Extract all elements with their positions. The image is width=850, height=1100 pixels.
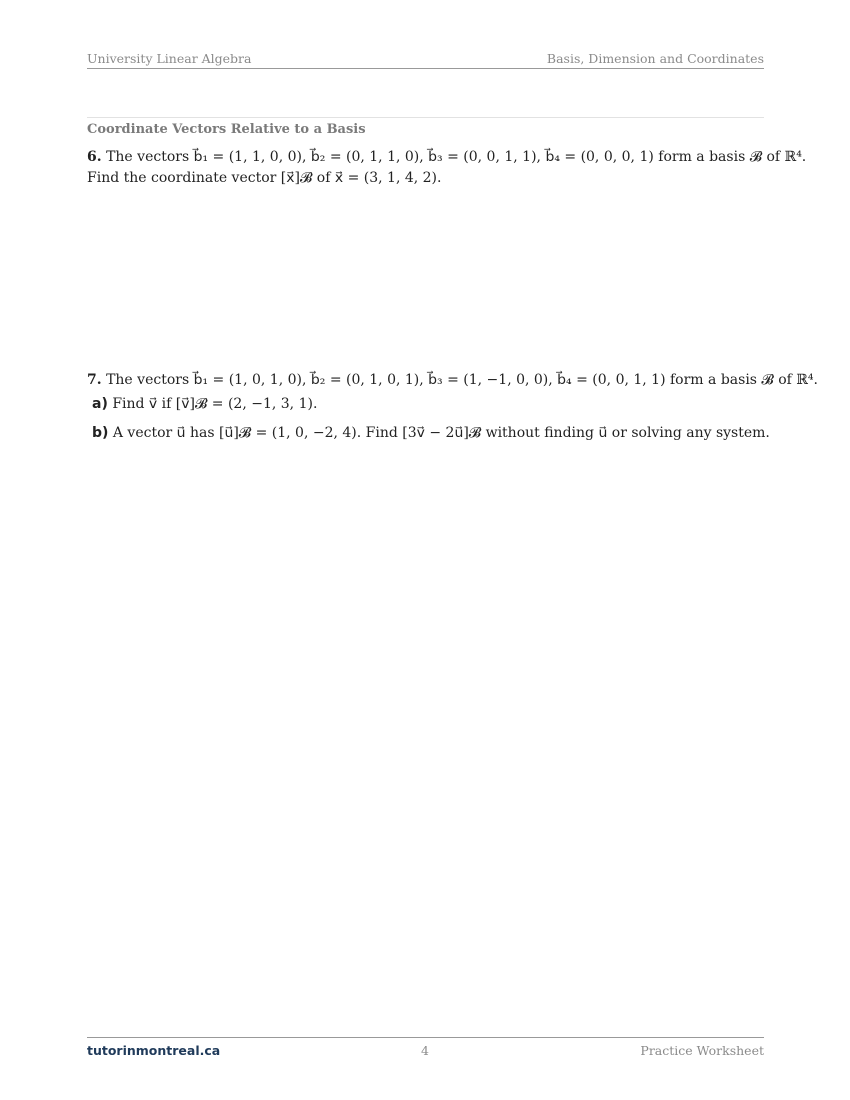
problem-6-question: Find the coordinate vector [x⃗]𝓑 of x⃗ = (3, 1, 4, 2). <box>87 170 442 186</box>
problem-6-number: 6. <box>87 149 102 165</box>
page-header <box>87 50 764 69</box>
footer-divider <box>87 1037 764 1038</box>
problem-7 <box>87 370 818 391</box>
header-topic-title: Basis, Dimension and Coordinates <box>546 51 764 66</box>
section-title: Coordinate Vectors Relative to a Basis <box>87 122 366 137</box>
problem-7-part-a <box>92 396 317 412</box>
problem-6-statement: The vectors b⃗₁ = (1, 1, 0, 0), b⃗₂ = (0, 1, 1, 0), b⃗₃ = (0, 0, 1, 1), b⃗₄ = (0, 0, 0, 1) form a basis 𝓑 of ℝ⁴. <box>106 149 807 165</box>
page-number: 4 <box>421 1043 429 1058</box>
part-b-label: b) <box>92 425 109 441</box>
section-divider <box>87 117 764 118</box>
part-a-text: Find v⃗ if [v⃗]𝓑 = (2, −1, 3, 1). <box>112 396 318 412</box>
problem-7-number: 7. <box>87 372 102 388</box>
footer-website-link[interactable]: tutorinmontreal.ca <box>87 1043 221 1058</box>
problem-7-part-b <box>92 425 770 441</box>
problem-6-line-1 <box>87 147 807 168</box>
part-a-label: a) <box>92 396 108 412</box>
problem-6 <box>87 147 807 189</box>
problem-7-statement: The vectors b⃗₁ = (1, 0, 1, 0), b⃗₂ = (0, 1, 0, 1), b⃗₃ = (1, −1, 0, 0), b⃗₄ = (0, 0, 1, 1) form a basis 𝓑 of ℝ⁴. <box>106 372 818 388</box>
footer-worksheet-label: Practice Worksheet <box>640 1043 764 1058</box>
part-b-text: A vector u⃗ has [u⃗]𝓑 = (1, 0, −2, 4). Find [3v⃗ − 2u⃗]𝓑 without finding u⃗ or solving any system. <box>112 425 770 441</box>
header-course-title: University Linear Algebra <box>87 51 252 66</box>
